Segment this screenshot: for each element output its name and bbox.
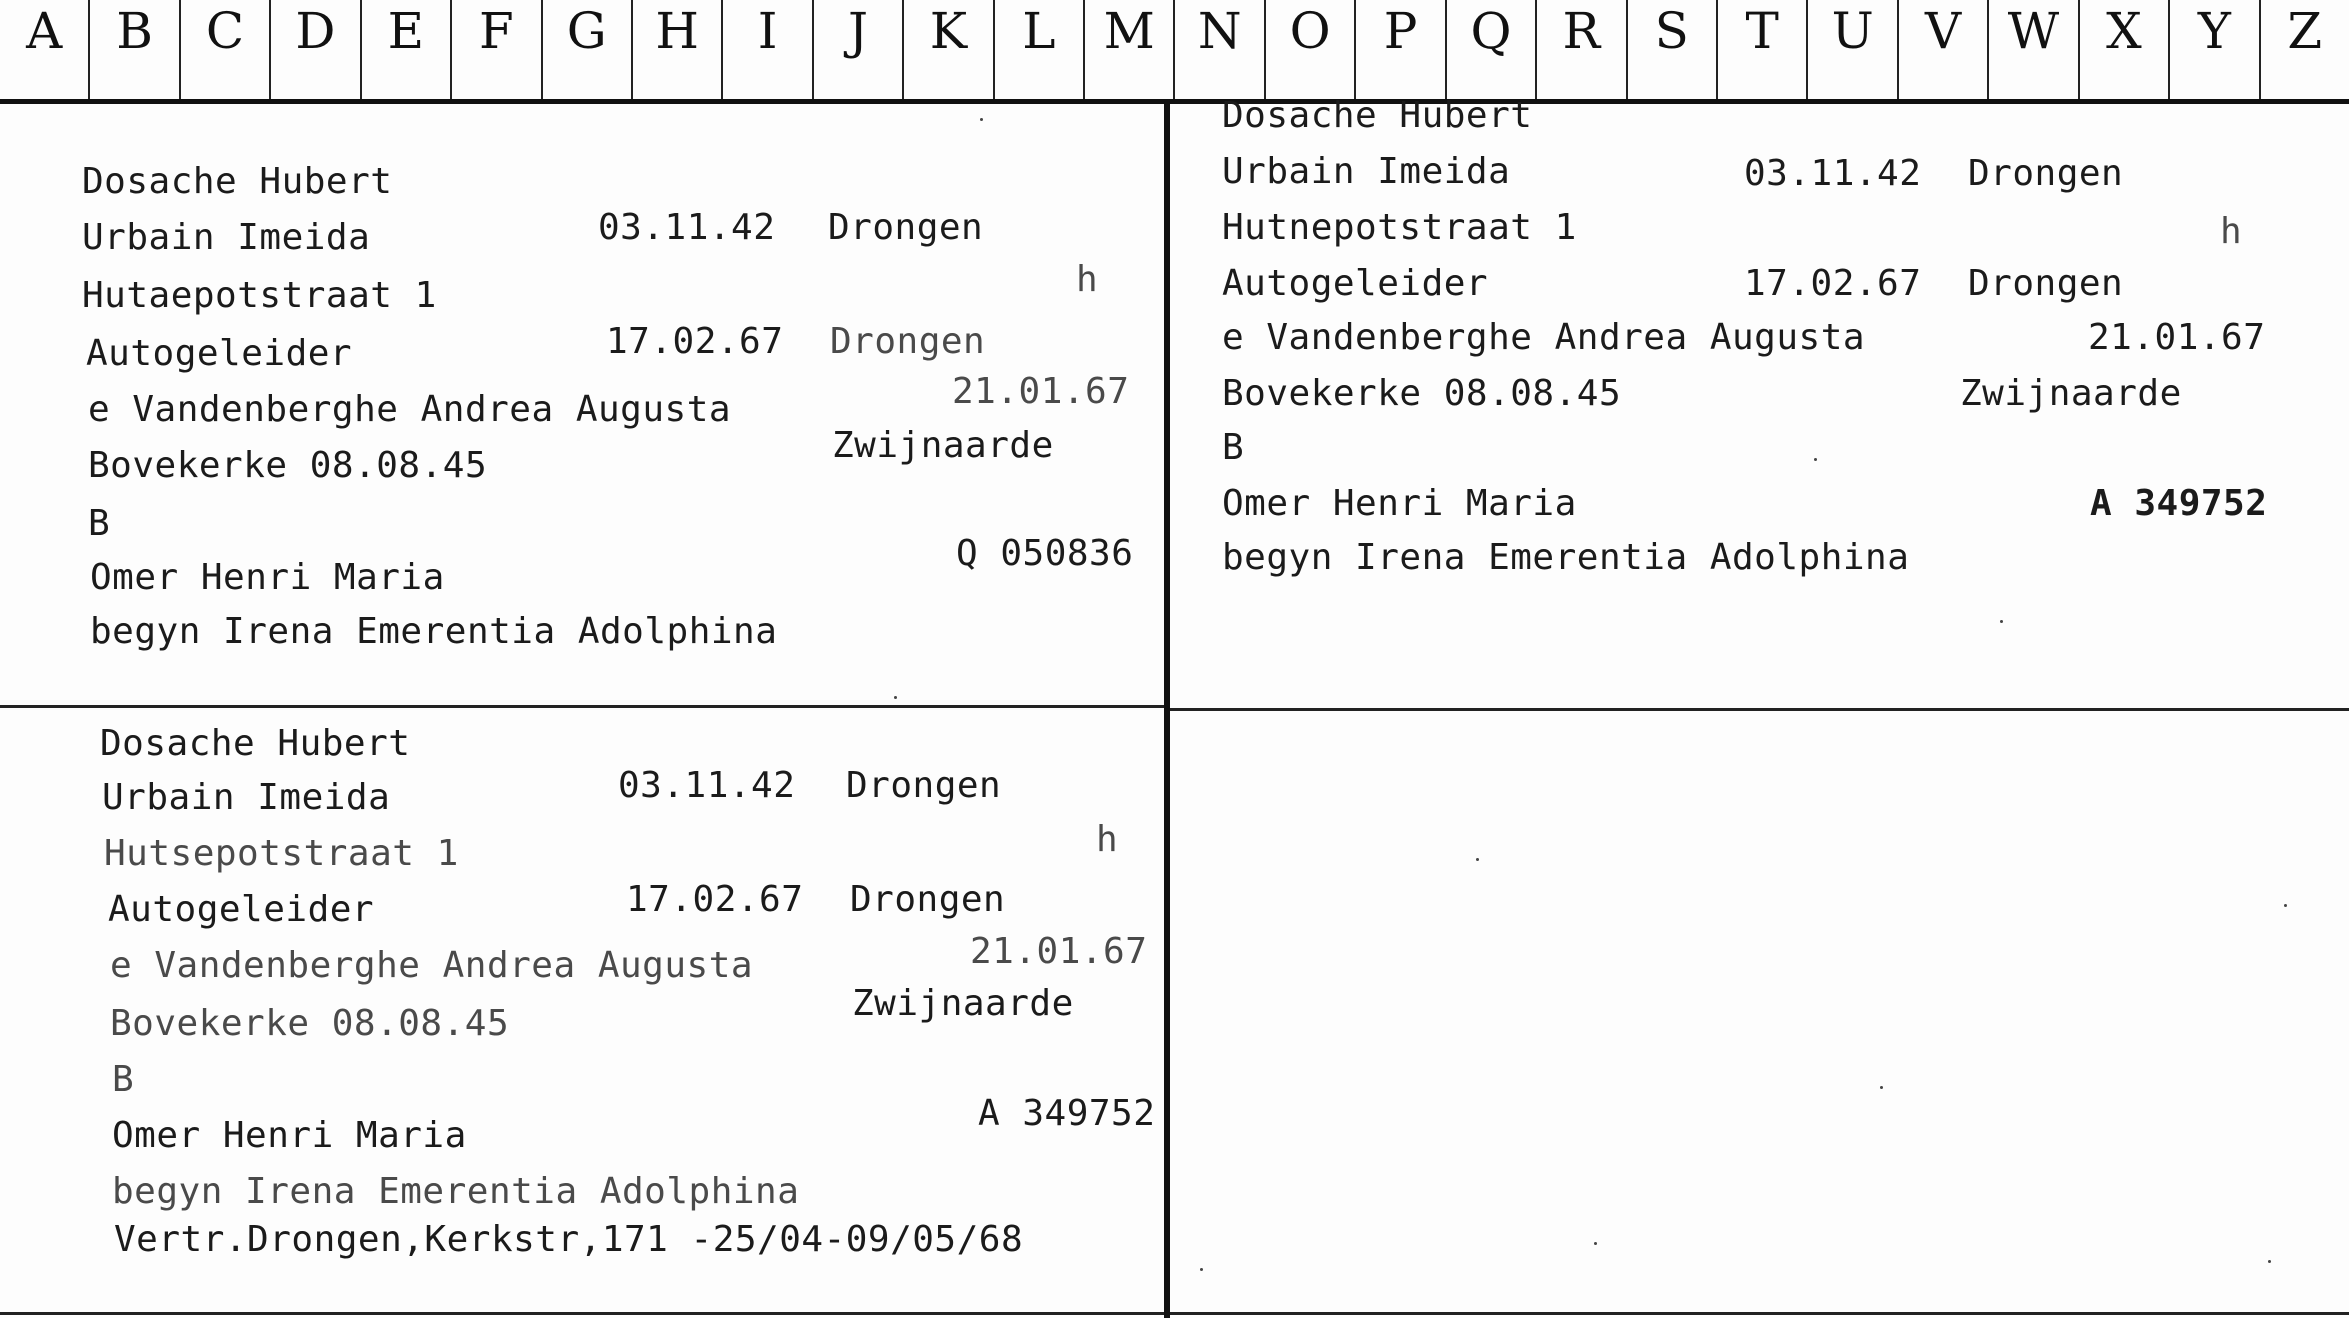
scan-speck bbox=[980, 118, 983, 121]
alphabet-tab-d: D bbox=[271, 0, 361, 99]
card-id-number: A 349752 bbox=[978, 1093, 1156, 1134]
alphabet-tab-u: U bbox=[1808, 0, 1898, 99]
card-spouse: e Vandenberghe Andrea Augusta bbox=[1222, 317, 1866, 358]
alphabet-tab-p: P bbox=[1356, 0, 1446, 99]
card-code: B bbox=[88, 503, 111, 544]
card-spouse-birth: Bovekerke 08.08.45 bbox=[88, 445, 488, 486]
card-mother: begyn Irena Emerentia Adolphina bbox=[1222, 537, 1910, 578]
card-spouse-date: 21.01.67 bbox=[970, 931, 1148, 972]
card-spouse-place: Zwijnaarde bbox=[1960, 373, 2182, 414]
card-mother: begyn Irena Emerentia Adolphina bbox=[90, 611, 778, 652]
alphabet-tab-l: L bbox=[995, 0, 1085, 99]
card-spouse-place: Zwijnaarde bbox=[832, 425, 1054, 466]
alphabet-tab-o: O bbox=[1266, 0, 1356, 99]
card-marriage-date: 17.02.67 bbox=[1744, 263, 1922, 304]
card-marriage-date: 17.02.67 bbox=[626, 879, 804, 920]
card-address: Hutsepotstraat 1 bbox=[104, 833, 459, 874]
card-birth-date: 03.11.42 bbox=[1744, 153, 1922, 194]
scan-speck bbox=[1200, 1268, 1203, 1271]
record-card-top-right bbox=[1170, 95, 2349, 708]
card-name: Dosache Hubert bbox=[1222, 95, 1533, 136]
alphabet-tab-z: Z bbox=[2287, 2, 2323, 60]
alphabet-tab-n: N bbox=[1175, 0, 1265, 99]
card-address: Hutaepotstraat 1 bbox=[82, 275, 437, 316]
card-birth-place: Drongen bbox=[846, 765, 1002, 806]
card-birth-date: 03.11.42 bbox=[598, 207, 776, 248]
scan-speck bbox=[1814, 458, 1817, 461]
card-mark: h bbox=[1096, 819, 1119, 860]
card-marriage-place: Drongen bbox=[830, 321, 986, 362]
card-name: Dosache Hubert bbox=[82, 161, 393, 202]
card-id-number: A 349752 bbox=[2090, 483, 2268, 524]
card-occupation: Autogeleider bbox=[108, 889, 375, 930]
alphabet-tab-s: S bbox=[1628, 0, 1718, 99]
alphabet-tab-q: Q bbox=[1447, 0, 1537, 99]
card-marriage-place: Drongen bbox=[850, 879, 1006, 920]
card-divider-horizontal-right bbox=[1170, 708, 2349, 711]
card-spouse-place: Zwijnaarde bbox=[852, 983, 1074, 1024]
card-father: Omer Henri Maria bbox=[90, 557, 445, 598]
card-given-names: Urbain Imeida bbox=[82, 217, 371, 258]
card-spouse-date: 21.01.67 bbox=[952, 371, 1130, 412]
card-birth-place: Drongen bbox=[828, 207, 984, 248]
card-extra-note: Vertr.Drongen,Kerkstr,171 -25/04-09/05/68 bbox=[114, 1219, 1024, 1260]
alphabet-tab-g: G bbox=[543, 0, 633, 99]
card-spouse: e Vandenberghe Andrea Augusta bbox=[88, 389, 732, 430]
record-card-bottom-left bbox=[0, 708, 1164, 1312]
scan-speck bbox=[2284, 904, 2287, 907]
alphabet-tab-i: I bbox=[723, 0, 813, 99]
card-spouse: e Vandenberghe Andrea Augusta bbox=[110, 945, 754, 986]
card-given-names: Urbain Imeida bbox=[102, 777, 391, 818]
scan-speck bbox=[1476, 858, 1479, 861]
card-marriage-date: 17.02.67 bbox=[606, 321, 784, 362]
card-birth-place: Drongen bbox=[1968, 153, 2124, 194]
card-father: Omer Henri Maria bbox=[112, 1115, 467, 1156]
card-spouse-birth: Bovekerke 08.08.45 bbox=[1222, 373, 1622, 414]
card-name: Dosache Hubert bbox=[100, 723, 411, 764]
scan-speck bbox=[2268, 1260, 2271, 1263]
alphabet-tab-a: A bbox=[0, 0, 90, 99]
alphabet-tab-w: W bbox=[1989, 0, 2079, 99]
alphabet-tab-r: R bbox=[1537, 0, 1627, 99]
card-mark: h bbox=[2220, 211, 2243, 252]
card-mark: h bbox=[1076, 259, 1099, 300]
card-divider-bottom-left bbox=[0, 1312, 1164, 1315]
card-father: Omer Henri Maria bbox=[1222, 483, 1577, 524]
card-code: B bbox=[1222, 427, 1245, 468]
card-occupation: Autogeleider bbox=[1222, 263, 1489, 304]
alphabet-tab-e: E bbox=[362, 0, 452, 99]
card-divider-bottom-right bbox=[1170, 1312, 2349, 1315]
alphabet-tab-h: H bbox=[633, 0, 723, 99]
card-marriage-place: Drongen bbox=[1968, 263, 2124, 304]
alphabet-tab-k: K bbox=[904, 0, 994, 99]
alphabet-tab-x: X bbox=[2080, 0, 2170, 99]
alphabet-tab-y: Y bbox=[2170, 0, 2260, 99]
alphabet-tab-b: B bbox=[90, 0, 180, 99]
scan-speck bbox=[894, 696, 897, 699]
scan-speck bbox=[1594, 1242, 1597, 1245]
card-code: B bbox=[112, 1059, 135, 1100]
card-id-number: Q 050836 bbox=[956, 533, 1134, 574]
alphabet-tab-t: T bbox=[1718, 0, 1808, 99]
card-spouse-date: 21.01.67 bbox=[2088, 317, 2266, 358]
card-spouse-birth: Bovekerke 08.08.45 bbox=[110, 1003, 510, 1044]
scan-speck bbox=[2000, 620, 2003, 623]
alphabet-tab-j: J bbox=[814, 0, 904, 99]
alphabet-tab-m: M bbox=[1085, 0, 1175, 99]
card-address: Hutnepotstraat 1 bbox=[1222, 207, 1577, 248]
card-mother: begyn Irena Emerentia Adolphina bbox=[112, 1171, 800, 1212]
alphabet-tab-f: F bbox=[452, 0, 542, 99]
alphabet-index-strip bbox=[0, 0, 2349, 104]
card-birth-date: 03.11.42 bbox=[618, 765, 796, 806]
record-card-top-left bbox=[0, 104, 1164, 704]
card-occupation: Autogeleider bbox=[86, 333, 353, 374]
card-given-names: Urbain Imeida bbox=[1222, 151, 1511, 192]
scan-speck bbox=[1880, 1086, 1883, 1089]
alphabet-tab-c: C bbox=[181, 0, 271, 99]
alphabet-tab-v: V bbox=[1899, 0, 1989, 99]
